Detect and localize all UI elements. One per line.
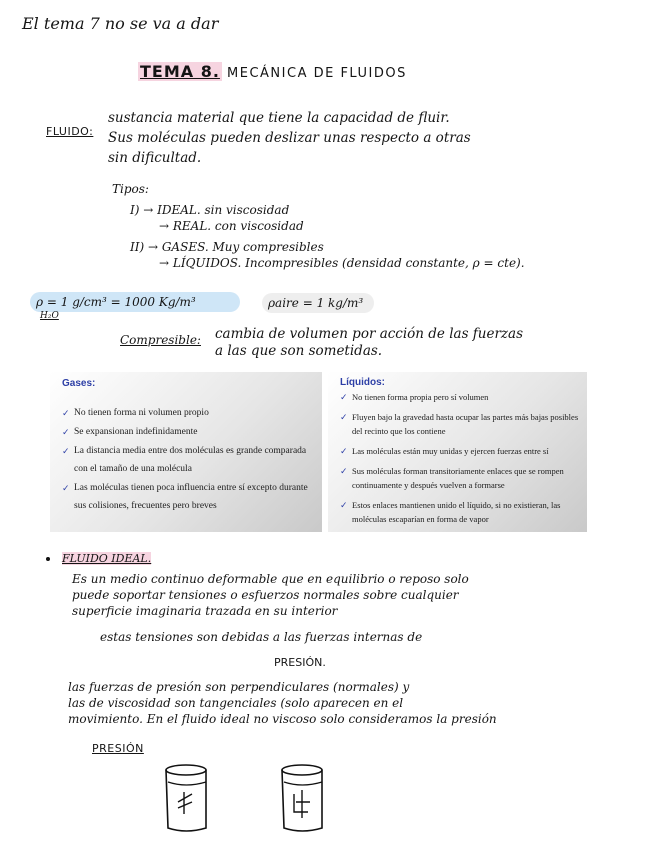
compresible-label: Compresible: xyxy=(120,333,201,347)
check-icon: ✓ xyxy=(340,412,348,422)
compresible-def-line-1: cambia de volumen por acción de las fuerzas xyxy=(215,326,524,342)
list-item: ✓ Estos enlaces mantienen unido el líquido, si no existieran, las moléculas escaparían en forma de vapor xyxy=(340,500,561,524)
list-item: ✓ No tienen forma ni volumen propio xyxy=(62,404,314,422)
check-icon: ✓ xyxy=(62,446,70,456)
fluido-ideal-line-1: Es un medio continuo deformable que en equilibrio o reposo solo xyxy=(72,572,469,586)
list-item: ✓ Se expansionan indefinidamente xyxy=(62,423,314,441)
rho-water: ρ = 1 g/cm³ = 1000 Kg/m³ xyxy=(36,295,196,309)
check-icon: ✓ xyxy=(340,466,348,476)
list-item: ✓ Fluyen bajo la gravedad hasta ocupar las partes más bajas posibles del recinto que los contiene xyxy=(340,412,579,436)
fluido-def-line-1: sustancia material que tiene la capacidad de fluir. xyxy=(108,110,450,126)
liquidos-list xyxy=(340,390,580,532)
container-sketch-left xyxy=(160,762,220,842)
list-item: ✓ No tienen forma propia pero sí volumen xyxy=(340,392,489,402)
check-icon: ✓ xyxy=(340,500,348,510)
rho-air: ρaire = 1 kg/m³ xyxy=(268,296,364,310)
list-item: ✓ La distancia media entre dos moléculas es grande comparada con el tamaño de una molécula xyxy=(62,442,314,478)
fluido-ideal-label: FLUIDO IDEAL. xyxy=(62,552,152,565)
gases-list xyxy=(62,404,314,516)
gases-box-title: Gases: xyxy=(62,378,96,389)
compresible-def-line-2: a las que son sometidas. xyxy=(215,343,383,359)
check-icon: ✓ xyxy=(62,408,70,418)
fluido-ideal-line-3: superficie imaginaria trazada en su interior xyxy=(72,604,338,618)
rho-water-subscript: H₂O xyxy=(40,311,59,321)
container-sketch-right xyxy=(276,762,336,842)
fluido-label: FLUIDO: xyxy=(46,125,94,138)
top-note: El tema 7 no se va a dar xyxy=(22,14,219,33)
fuerzas-line-2: las de viscosidad son tangenciales (solo aparecen en el xyxy=(68,696,404,710)
bullet-dot xyxy=(46,557,50,561)
liquidos-box-title: Líquidos: xyxy=(340,377,385,388)
liquidos-box xyxy=(328,372,587,532)
check-icon: ✓ xyxy=(340,446,348,456)
fuerzas-line-1: las fuerzas de presión son perpendiculares (normales) y xyxy=(68,680,410,694)
tipo-gases: II) → GASES. Muy compresibles xyxy=(130,240,324,254)
tipo-liquidos: → LÍQUIDOS. Incompresibles (densidad constante, ρ = cte). xyxy=(159,256,525,270)
list-item: ✓ Las moléculas están muy unidas y ejercen fuerzas entre sí xyxy=(340,446,549,456)
page-title xyxy=(138,62,407,81)
tipo-real: → REAL. con viscosidad xyxy=(159,219,304,233)
fluido-ideal-line-2: puede soportar tensiones o esfuerzos normales sobre cualquier xyxy=(72,588,459,602)
tensiones-line: estas tensiones son debidas a las fuerzas internas de xyxy=(100,630,423,644)
gases-box xyxy=(50,372,322,532)
title-number: TEMA 8. xyxy=(140,62,220,81)
fluido-def-line-2: Sus moléculas pueden deslizar unas respecto a otras xyxy=(108,130,471,146)
check-icon: ✓ xyxy=(62,427,70,437)
check-icon: ✓ xyxy=(62,483,70,493)
list-item: ✓ Sus moléculas forman transitoriamente enlaces que se rompen continuamente y después vuelven a formarse xyxy=(340,466,564,490)
tipos-label: Tipos: xyxy=(112,182,149,196)
list-item: ✓ Las moléculas tienen poca influencia entre sí excepto durante sus colisiones, frecuentes pero breves xyxy=(62,479,314,515)
fluido-def-line-3: sin dificultad. xyxy=(108,150,202,166)
check-icon: ✓ xyxy=(340,392,348,402)
title-text: MECÁNICA DE FLUIDOS xyxy=(227,66,407,81)
tipo-ideal: I) → IDEAL. sin viscosidad xyxy=(130,203,290,217)
presion-word: PRESIÓN. xyxy=(274,656,326,669)
fuerzas-line-3: movimiento. En el fluido ideal no viscoso solo consideramos la presión xyxy=(68,712,497,726)
presion-label: PRESIÓN xyxy=(92,742,144,755)
